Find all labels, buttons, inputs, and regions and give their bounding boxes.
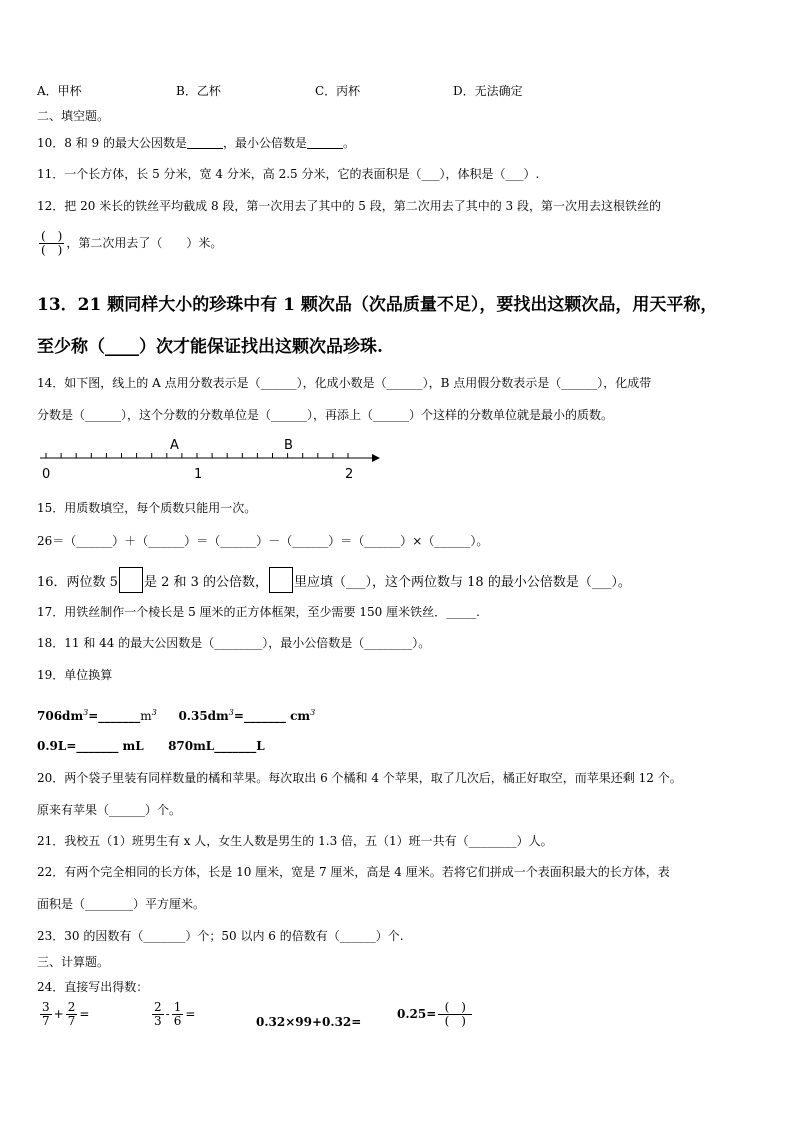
fraction <box>40 1001 52 1028</box>
fraction-numerator: ( ) <box>41 229 63 243</box>
option-a: A．甲杯 <box>37 84 82 98</box>
superscript: 3 <box>310 708 316 717</box>
question-13-line2: 至少称（____）次才能保证找出这颗次品珍珠. <box>37 337 383 357</box>
question-24-title: 24．直接写出得数： <box>37 980 149 994</box>
expression-3: 0.32×99+0.32= <box>256 1015 362 1029</box>
equals: = <box>185 1007 196 1021</box>
numerator: 2 <box>67 1000 76 1014</box>
conv-c: 0.9L=_______ mL <box>37 739 144 753</box>
conv-b-value: 0.35dm <box>178 709 229 723</box>
question-14-line1: 14．如下图，线上的 A 点用分数表示是（______），化成小数是（______），B 点用假分数表示是（______），化成带 <box>37 376 652 390</box>
question-10 <box>37 135 355 151</box>
question-23: 23．30 的因数有（_______）个；50 以内 6 的倍数有（______）个. <box>37 929 404 943</box>
q16-part-c: 里应填（___），这个两位数与 18 的最小公倍数是（___）。 <box>294 575 631 590</box>
q10-part-c: 。 <box>343 136 356 150</box>
denominator: 3 <box>154 1014 162 1028</box>
conv-a-unit: m <box>140 709 152 723</box>
conv-a-blank: =_______ <box>88 709 141 723</box>
question-16 <box>37 567 631 593</box>
numerator: 1 <box>173 1000 182 1014</box>
q16-part-b: 是 2 和 3 的公倍数， <box>143 575 269 590</box>
denominator: 6 <box>173 1014 182 1028</box>
question-22-line1: 22．有两个完全相同的长方体，长是 10 厘米，宽是 7 厘米，高是 4 厘米。若将它们拼成一个表面积最大的长方体，表 <box>37 865 670 879</box>
equals: = <box>79 1007 90 1021</box>
expression-4-left: 0.25= <box>397 1007 437 1021</box>
point-a-label: A <box>170 438 179 453</box>
question-12-line1: 12．把 20 米长的铁丝平均截成 8 段，第一次用去了其中的 5 段，第二次用去了其中的 3 段，第一次用去这根铁丝的 <box>37 199 661 213</box>
fraction-blank <box>39 230 64 257</box>
fraction-denominator: ( ) <box>41 243 63 257</box>
question-20-line1: 20．两个袋子里装有同样数量的橘和苹果。每次取出 6 个橘和 4 个苹果，取了几次后，橘正好取空，而苹果还剩 12 个。 <box>37 771 682 785</box>
numerator: 2 <box>154 1000 162 1014</box>
option-c: C．丙杯 <box>315 84 361 98</box>
conv-a-value: 706dm <box>37 709 84 723</box>
fraction <box>172 1001 184 1028</box>
question-15-line2: 26＝（______）＋（______）＝（______）－（______）＝（______）×（______）。 <box>37 534 489 548</box>
digit-box <box>269 567 293 593</box>
fraction-blank <box>438 1001 472 1028</box>
digit-box <box>119 567 143 593</box>
operator: - <box>165 1007 170 1021</box>
question-14-line2: 分数是（______），这个分数的分数单位是（______），再添上（______）个这样的分数单位就是最小的质数。 <box>37 408 614 422</box>
fraction <box>152 1001 164 1028</box>
point-b-label: B <box>284 438 293 453</box>
tick-label-2: 2 <box>345 467 354 482</box>
conv-d: 870mL_______L <box>168 739 265 753</box>
expression-4 <box>397 1001 474 1028</box>
section-3-heading: 三、计算题。 <box>37 955 110 969</box>
denominator: 7 <box>42 1014 50 1028</box>
question-11: 11．一个长方体，长 5 分米，宽 4 分米，高 2.5 分米，它的表面积是（___），体积是（___）. <box>37 167 540 181</box>
expression-1 <box>38 1001 89 1028</box>
question-19-line2 <box>37 738 265 754</box>
denominator: 7 <box>67 1014 76 1028</box>
section-2-heading: 二、填空题。 <box>37 109 110 123</box>
option-d: D．无法确定 <box>453 84 523 98</box>
superscript: 3 <box>151 708 157 717</box>
question-17: 17．用铁丝制作一个棱长是 5 厘米的正方体框架，至少需要 150 厘米铁丝．_____. <box>37 605 480 619</box>
question-21: 21．我校五（1）班男生有 x 人，女生人数是男生的 1.3 倍，五（1）班一共有（________）人。 <box>37 834 553 848</box>
superscript: 3 <box>83 708 89 717</box>
q12-rest: ，第二次用去了（ ）米。 <box>66 236 223 250</box>
blank <box>307 136 343 149</box>
operator: + <box>53 1007 64 1021</box>
numerator: ( ) <box>438 1001 472 1015</box>
tick-label-0: 0 <box>42 467 51 482</box>
q10-part-a: 10．8 和 9 的最大公因数是 <box>37 136 187 150</box>
denominator: ( ) <box>444 1014 466 1028</box>
question-19-line1 <box>37 705 315 724</box>
number-line <box>36 432 386 482</box>
conv-b-blank: =_______ cm <box>233 709 311 723</box>
fraction <box>66 1001 78 1028</box>
blank <box>187 136 223 149</box>
expression-2 <box>150 1001 195 1028</box>
question-18: 18．11 和 44 的最大公因数是（________），最小公倍数是（________）。 <box>37 636 431 650</box>
superscript: 3 <box>228 708 234 717</box>
number-line-ticks <box>46 453 348 458</box>
option-b: B．乙杯 <box>176 84 221 98</box>
arrow-head-icon <box>372 454 380 462</box>
question-20-line2: 原来有苹果（______）个。 <box>37 803 182 817</box>
q10-part-b: ，最小公倍数是 <box>222 136 307 150</box>
question-13-line1: 13．21 颗同样大小的珍珠中有 1 颗次品（次品质量不足），要找出这颗次品，用天平称， <box>37 295 718 315</box>
question-22-line2: 面积是（________）平方厘米。 <box>37 897 206 911</box>
question-12-line2 <box>37 230 222 257</box>
tick-label-1: 1 <box>194 467 203 482</box>
numerator: 3 <box>42 1000 50 1014</box>
question-19-title: 19．单位换算 <box>37 668 113 682</box>
q16-part-a: 16．两位数 5 <box>37 575 118 590</box>
question-15-line1: 15．用质数填空，每个质数只能用一次。 <box>37 501 257 515</box>
